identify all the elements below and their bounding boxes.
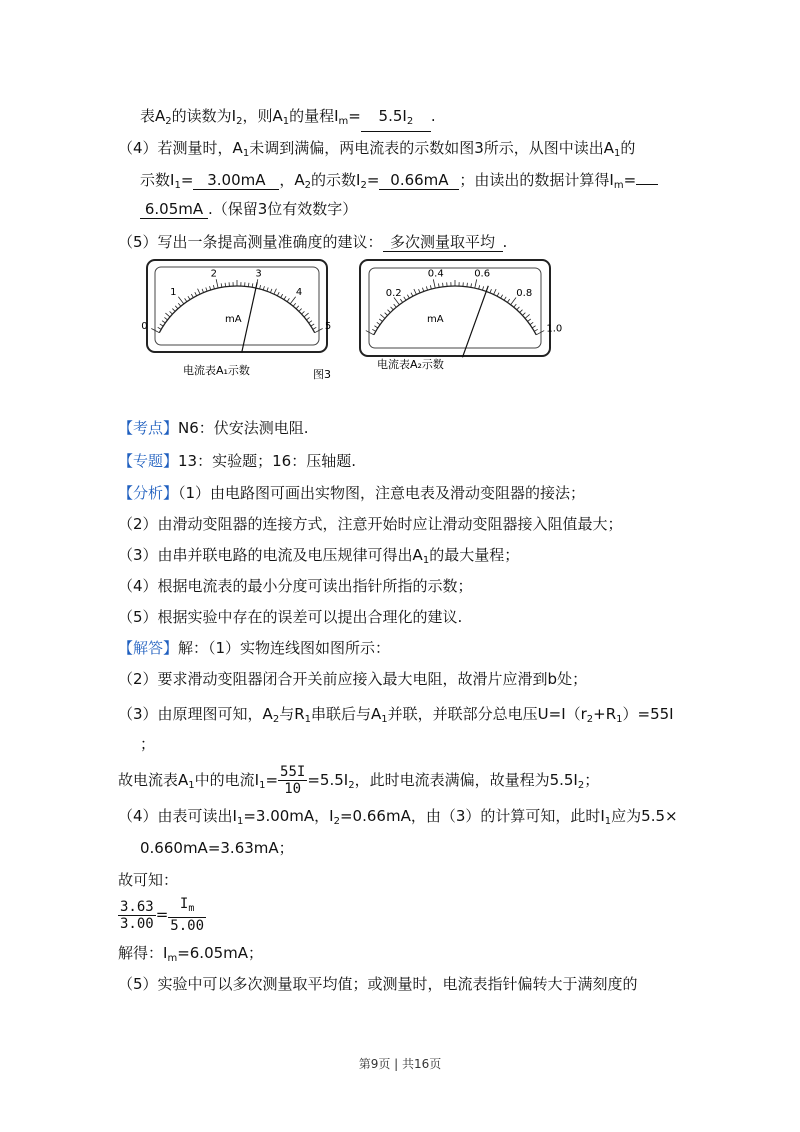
jieda-line2: （2）要求滑动变阻器闭合开关前应接入最大电阻，故滑片应滑到b处； <box>118 670 588 688</box>
question-4-line3: 6.05mA .（保留3位有效数字） <box>140 198 357 220</box>
meter-a1-tick <box>267 287 268 291</box>
meter-a2-tick <box>443 283 444 287</box>
meter-a1-tick <box>188 296 190 299</box>
figure-3-meters <box>141 258 563 390</box>
meter-a2-tick-label: 0.8 <box>516 287 533 299</box>
meter-a2-tick <box>534 329 537 331</box>
question-4-line2: 示数$I_1= 3.00mA$ ，$A_2$的示数$I_2= 0.66mA$ ；由读出的数据计算得$I_m=$ <box>140 169 658 197</box>
fenxi-line2: （2）由滑动变阻器的连接方式，注意开始时应让滑动变阻器接入阻值最大； <box>118 515 623 533</box>
meter-a2-tick <box>388 310 391 313</box>
jieda-line3-end: ； <box>140 735 156 753</box>
jieda-line3: （3）由原理图可知，$A_2$与$R_1$串联后与$A_1$并联，并联部分总电压$U=I(r_2+R_1)=55I$ <box>118 705 674 725</box>
meter-a1-tick <box>309 321 312 323</box>
meter-a2-tick <box>525 314 530 318</box>
meter-a2-tick <box>479 285 480 289</box>
meter-a1-tick <box>225 283 226 287</box>
meter-a2-tick <box>494 289 497 294</box>
meter-a2-tick <box>422 288 423 292</box>
meter-a1-tick <box>274 289 277 294</box>
question-line-range: 表$A_2$的读数为$I_2$，则$A_1$的量程$I_m= 5.5I_2$ . <box>140 105 436 133</box>
meter-a1-tick <box>293 303 296 306</box>
meter-a1-tick <box>284 296 286 299</box>
meter-a2-tick <box>379 319 382 321</box>
meter-a2-tick <box>522 313 525 316</box>
meter-a2-tick <box>391 307 394 310</box>
meter-a1-tick <box>158 327 161 329</box>
meter-a2-tick <box>482 286 483 290</box>
meter-a1-tick <box>165 313 170 317</box>
meter-a1-tick-label: 5 <box>324 321 332 333</box>
meter-a1-tick <box>313 327 316 329</box>
meter-a2-tick <box>532 326 535 328</box>
meter-a1-tick <box>178 303 181 306</box>
meter-a1-tick <box>175 306 178 309</box>
meter-a1-tick <box>160 324 163 326</box>
meter-a2-tick <box>366 331 374 335</box>
zhuanti-tag: 【专题】 <box>118 452 179 470</box>
meter-a1-tick <box>299 309 302 312</box>
meter-a1-tick <box>248 283 249 287</box>
kaodian: 【考点】N6：伏安法测电阻. <box>118 419 309 437</box>
jieda-line7: 故可知： <box>118 871 179 889</box>
meter-a2-tick-label: 0.4 <box>427 268 444 280</box>
meter-a1-tick <box>216 279 218 288</box>
meter-a2-tick <box>490 289 492 293</box>
answer-suggestion: 多次测量取平均 <box>383 233 503 252</box>
meter-a2-caption: 电流表A₂示数 <box>377 358 444 371</box>
answer-im: 6.05mA <box>140 200 208 219</box>
fenxi-line1: 【分析】（1）由电路图可画出实物图，注意电表及滑动变阻器的接法； <box>118 484 586 502</box>
page-footer: 第9页 | 共16页 <box>358 1057 442 1071</box>
meter-a1-needle <box>242 282 257 352</box>
meter-a2-tick <box>400 299 402 302</box>
meter-a2-tick-label: 1.0 <box>546 323 563 335</box>
kaodian-tag: 【考点】 <box>118 419 179 437</box>
jieda-line5: （4）由表可读出$I_1=3.00mA$，$I_2=0.66mA$，由（3）的计算可知，此时$I_1$应为5.5× <box>118 807 678 827</box>
meter-a1-tick <box>260 285 261 289</box>
jieda-line9: （5）实验中可以多次测量取平均值；或测量时，电流表指针偏转大于满刻度的 <box>118 975 638 993</box>
meter-a2-tick <box>385 313 388 316</box>
jieda-line6: 0.660mA=3.63mA； <box>140 839 294 857</box>
meter-a1-tick <box>170 311 173 314</box>
meter-a2-tick <box>504 297 506 300</box>
meter-a2-tick <box>380 314 385 318</box>
meter-a2-tick <box>536 331 544 335</box>
meter-a1-tick <box>164 317 167 319</box>
answer-i1: 3.00mA <box>193 171 279 190</box>
meter-a2-tick <box>520 310 523 313</box>
meter-a1-tick <box>287 298 289 301</box>
meter-a1-tick <box>185 298 187 301</box>
meter-a1-tick <box>210 286 211 290</box>
meter-a2-tick <box>414 289 417 294</box>
fraction-right: $\frac{I_m}{5.00}$ <box>170 896 205 934</box>
meter-a2-tick <box>530 322 533 324</box>
meter-a2-tick <box>475 279 477 288</box>
meter-a1-tick <box>198 289 201 294</box>
meter-a2-tick <box>372 329 375 331</box>
meter-a2-tick <box>407 295 409 298</box>
meter-a1-tick <box>206 287 207 291</box>
meter-a1-tick-label: 0 <box>141 321 148 333</box>
meter-a2-tick <box>419 289 421 293</box>
jieda-tag: 【解答】 <box>118 639 179 657</box>
question-5: （5）写出一条提高测量准确度的建议： 多次测量取平均 . <box>118 233 508 251</box>
jieda-equation: $\frac{3.63}{3.00}$ = $\frac{I_m}{5.00}$ <box>120 896 205 934</box>
jieda-line4: 故电流表$A_1$中的电流$I_1=$ $\frac{55I}{10}$ $=5.5I_2$，此时电流表满偏，故量程为$5.5I_2$； <box>118 764 600 797</box>
meter-a1-tick <box>270 289 272 293</box>
jieda-line8: 解得：$I_m=6.05mA$； <box>118 944 264 964</box>
meter-a1-tick <box>290 297 295 304</box>
meter-a1-caption: 电流表A₁示数 <box>183 364 250 377</box>
meter-a1-tick-label: 1 <box>170 287 177 299</box>
fenxi-tag: 【分析】 <box>118 484 179 502</box>
fenxi-line3: （3）由串并联电路的电流及电压规律可得出$A_1$的最大量程； <box>118 546 520 566</box>
meter-a2-needle <box>462 286 488 357</box>
meter-a1-tick <box>301 311 304 314</box>
meter-a2-unit: mA <box>427 314 444 325</box>
figure-3-label: 图3 <box>313 368 331 381</box>
meter-a1-tick <box>162 321 165 323</box>
meter-a1-tick-label: 3 <box>255 268 262 280</box>
meter-a1-tick <box>277 292 279 296</box>
meter-a2-tick <box>514 304 517 307</box>
meter-a2-tick <box>430 285 431 289</box>
meter-a2-tick <box>517 307 520 310</box>
meter-a1-tick <box>296 306 299 309</box>
answer-range: $5.5I_2$ <box>361 107 431 132</box>
meter-a1-tick <box>311 324 314 326</box>
meter-a2-tick-label: 0.6 <box>474 268 491 280</box>
meter-a1-tick-label: 2 <box>210 268 218 280</box>
meter-a2-tick <box>501 295 503 298</box>
meter-a1-tick <box>191 294 193 297</box>
question-4-line1: （4）若测量时，$A_1$未调到满偏，两电流表的示数如图3所示，从图中读出$A_1$的 <box>118 139 636 159</box>
answer-i2: 0.66mA <box>379 171 459 190</box>
meter-a1-tick <box>195 292 197 296</box>
meter-a2 <box>360 260 562 357</box>
meter-a2-tick <box>377 322 380 324</box>
meter-a2-tick <box>394 304 397 307</box>
meter-a2-tick <box>426 286 427 290</box>
meter-a1-tick <box>213 285 214 289</box>
meter-a1-tick-label: 4 <box>295 287 303 299</box>
answer-im-start <box>636 184 658 185</box>
meter-a1-scale-arc <box>159 286 314 333</box>
meter-a2-tick <box>507 299 509 302</box>
meter-a1-tick <box>304 313 309 317</box>
fenxi-line5: （5）根据实验中存在的误差可以提出合理化的建议. <box>118 608 463 626</box>
meter-a1-tick <box>263 286 264 290</box>
meter-a2-tick <box>374 326 377 328</box>
meter-a2-tick-label: 0.2 <box>385 287 402 299</box>
meter-a2-tick <box>511 298 516 305</box>
fraction-current: $\frac{55I}{10}$ <box>280 764 306 797</box>
meters-svg <box>141 258 563 390</box>
meter-a2-tick <box>404 297 406 300</box>
meter-a2-tick <box>497 293 499 297</box>
fraction-left: $\frac{3.63}{3.00}$ <box>120 898 154 932</box>
zhuanti: 【专题】13：实验题；16：压轴题. <box>118 452 356 470</box>
meter-a1-tick <box>306 317 309 319</box>
fenxi-line4: （4）根据电流表的最小分度可读出指针所指的示数； <box>118 577 473 595</box>
meter-a1-tick <box>281 294 283 297</box>
meter-a1-unit: mA <box>225 314 242 325</box>
meter-a2-tick <box>411 293 413 297</box>
jieda-line1: 【解答】解：（1）实物连线图如图所示： <box>118 639 391 657</box>
meter-a1-tick <box>202 289 204 293</box>
meter-a1-tick <box>178 297 183 304</box>
meter-a2-tick <box>433 279 435 288</box>
meter-a2-tick <box>528 319 531 321</box>
meter-a1 <box>141 260 331 353</box>
meter-a1-tick <box>172 309 175 312</box>
meter-a2-tick <box>467 283 468 287</box>
